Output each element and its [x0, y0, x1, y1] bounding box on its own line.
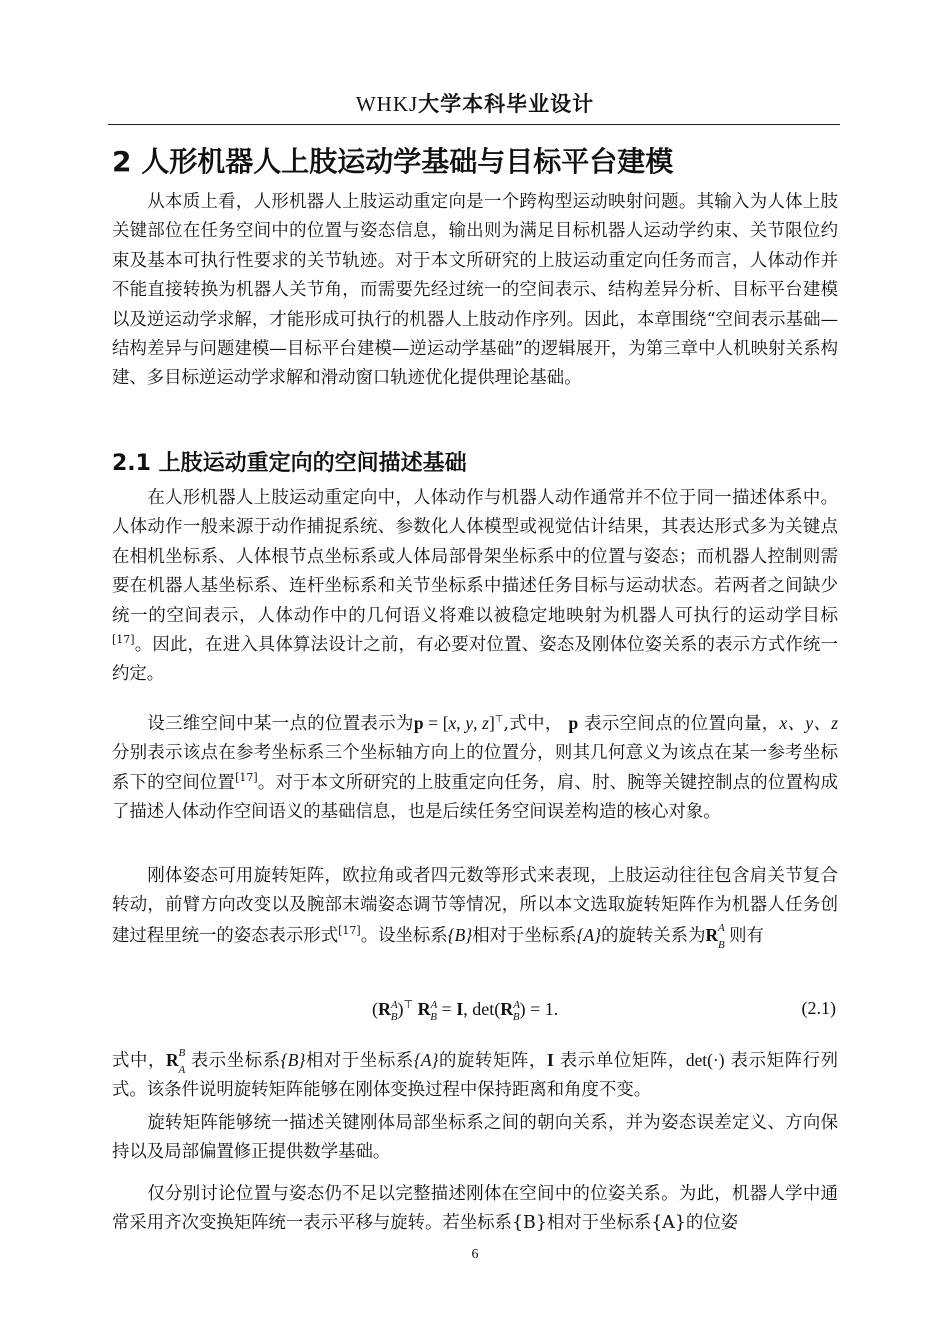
p2-text-a: 设三维空间中某一点的位置表示为	[147, 713, 414, 734]
intro-text: 从本质上看，人形机器人上肢运动重定向是一个跨构型运动映射问题。其输入为人体上肢关键部位在任务空间中的位置与姿态信息，输出则为满足目标机器人运动学约束、关节限位约束及基本可执行性要求的关节轨迹。对于本文所研究的上肢运动重定向任务而言，人体动作并不能直接转换为机器人关节角，而需要先经过统一的空间表示、结构差异分析、目标平台建模以及逆运动学求解，才能形成可执行的机器人上肢动作序列。因此，本章围绕“空间表示基础—结构差异与问题建模—目标平台建模—逆运动学基础”的逻辑展开，为第三章中人机映射关系构建、多目标逆运动学求解和滑动窗口轨迹优化提供理论基础。	[112, 192, 838, 389]
symbol-xyz: x、y、z	[779, 712, 838, 733]
p1-text-b: 。因此，在进入具体算法设计之前，有必要对位置、姿态及刚体位姿关系的表示方式作统一约定。	[112, 635, 838, 685]
p3-text-e: 则有	[729, 925, 764, 946]
p4-text-d: 的旋转矩阵，	[438, 1051, 547, 1071]
p3-text-a: 刚体姿态可用旋转矩阵，欧拉角或者四元数等形式来表现，上肢运动往往包含肩关节复合转动，前臂方向改变以及腕部末端姿态调节等情况，所以本文选取旋转矩阵作为机器人任务创建过程里统一的姿态表示形式	[112, 866, 838, 946]
p2-text-d: 分别表示该点在参考坐标系三个坐标轴方向上的位置分，则其几何意义为该点在某一参考坐标系下的空间位置	[112, 743, 838, 793]
p4-text-e: 表示单位矩阵，	[559, 1051, 686, 1071]
paragraph-4	[112, 1046, 838, 1106]
running-header	[112, 88, 838, 118]
identity-symbol: I	[547, 1050, 554, 1070]
det-symbol: det(·)	[685, 1050, 725, 1070]
symbol-p: p	[568, 712, 579, 733]
equation-2-1	[112, 994, 838, 1026]
p3-text-c: 相对于坐标系	[472, 925, 577, 946]
paragraph-2	[112, 705, 838, 827]
page-number: 6	[471, 1247, 479, 1262]
p2-text-b: ,式中，	[503, 713, 563, 734]
p4-text-b: 表示坐标系	[190, 1051, 281, 1071]
orthogonality-equation: $(R^A_B)^⊤$ $R^A_B = I$, $\det(R^A_B) = 1$.	[372, 999, 559, 1023]
p2-text-e: 。对于本文所研究的上肢重定向任务，肩、肘、腕等关键控制点的位置构成了描述人体动作空间语义的基础信息，也是后续任务空间误差构造的核心对象。	[112, 772, 838, 823]
p4-text-f: 表示矩阵行列式。该条件说明旋转矩阵能够在刚体变换过程中保持距离和角度不变。	[112, 1051, 838, 1101]
header-rule	[108, 124, 840, 125]
p3-text-d: 的旋转关系为	[601, 925, 706, 946]
frame-B: {B}	[280, 1050, 306, 1070]
intro-paragraph	[112, 188, 838, 394]
paragraph-5	[112, 1109, 838, 1168]
p4-text-c: 相对于坐标系	[305, 1051, 414, 1071]
rotation-matrix-symbol-2: R B A	[165, 1047, 186, 1076]
paragraph-6	[112, 1180, 838, 1239]
rotation-matrix-symbol: R A B	[705, 921, 725, 951]
frame-A: {A}	[413, 1050, 439, 1070]
paragraph-1	[112, 484, 838, 690]
p2-text-c: 表示空间点的位置向量，	[584, 713, 780, 734]
p5-text: 旋转矩阵能够统一描述关键刚体局部坐标系之间的朝向关系，并为姿态误差定义、方向保持以及局部偏置修正提供数学基础。	[112, 1113, 838, 1163]
paragraph-3	[112, 862, 838, 951]
header-university-title: 大学本科毕业设计	[418, 92, 595, 116]
header-latin: WHKJ	[355, 92, 419, 116]
p1-text-a: 在人形机器人上肢运动重定向中，人体动作与机器人动作通常并不位于同一描述体系中。人体动作一般来源于动作捕捉系统、参数化人体模型或视觉估计结果，其表达形式多为关键点在相机坐标系、人体根节点坐标系或人体局部骨架坐标系中的位置与姿态；而机器人控制则需要在机器人基坐标系、连杆坐标系和关节坐标系中描述任务目标与运动状态。若两者之间缺少统一的空间表示，人体动作中的几何语义将难以被稳定地映射为机器人可执行的运动学目标	[112, 488, 838, 626]
p6-text: 仅分别讨论位置与姿态仍不足以完整描述刚体在空间中的位姿关系。为此，机器人学中通常采用齐次变换矩阵统一表示平移与旋转。若坐标系{B}相对于坐标系{A}的位姿	[112, 1184, 838, 1234]
citation-17[interactable]: [17]	[235, 770, 258, 784]
position-vector-formula: p = [x, y, z]⊤	[413, 712, 504, 733]
citation-17[interactable]: [17]	[112, 633, 135, 647]
section-title: 2.1 上肢运动重定向的空间描述基础	[112, 451, 467, 476]
chapter-title: 2 人形机器人上肢运动学基础与目标平台建模	[112, 145, 674, 178]
p4-text-a: 式中，	[112, 1051, 166, 1071]
citation-17[interactable]: [17]	[338, 923, 361, 937]
p3-text-b: 。设坐标系	[360, 925, 448, 946]
frame-B: {B}	[447, 924, 473, 945]
frame-A: {A}	[576, 924, 602, 945]
equation-number: (2.1)	[801, 998, 836, 1018]
